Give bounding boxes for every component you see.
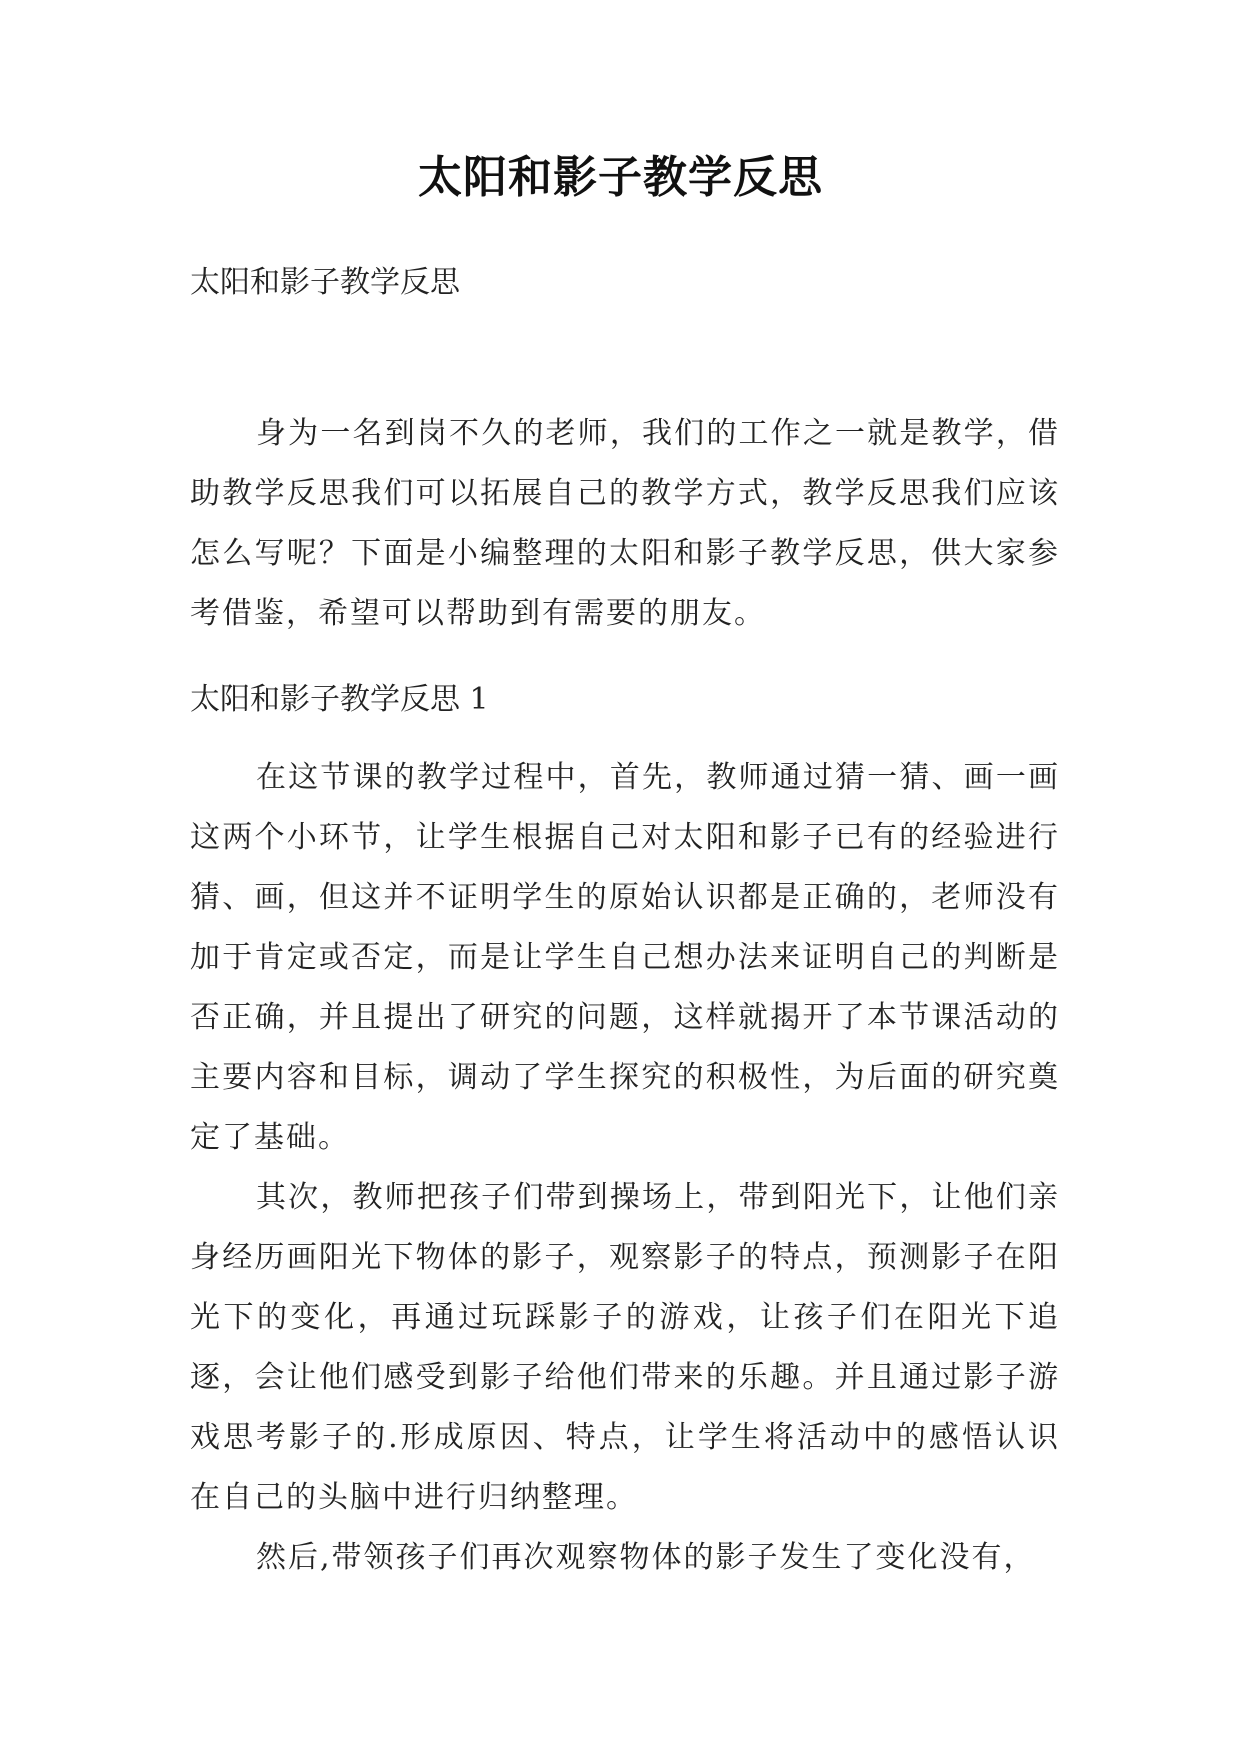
document-title: 太阳和影子教学反思 [418, 152, 823, 203]
section-body [190, 748, 1060, 1588]
intro-block [190, 404, 1060, 644]
intro-paragraph: 身为一名到岗不久的老师，我们的工作之一就是教学，借助教学反思我们可以拓展自己的教学方式，教学反思我们应该怎么写呢？下面是小编整理的太阳和影子教学反思，供大家参考借鉴，希望可以帮助到有需要的朋友。 [190, 416, 1060, 631]
body-paragraph-1: 在这节课的教学过程中，首先，教师通过猜一猜、画一画这两个小环节，让学生根据自己对太阳和影子已有的经验进行猜、画，但这并不证明学生的原始认识都是正确的，老师没有加于肯定或否定，而是让学生自己想办法来证明自己的判断是否正确，并且提出了研究的问题，这样就揭开了本节课活动的主要内容和目标，调动了学生探究的积极性，为后面的研究奠定了基础。 [190, 760, 1060, 1155]
section-heading: 太阳和影子教学反思 1 [190, 682, 489, 717]
body-paragraph-2: 其次，教师把孩子们带到操场上，带到阳光下，让他们亲身经历画阳光下物体的影子，观察影子的特点，预测影子在阳光下的变化，再通过玩踩影子的游戏，让孩子们在阳光下追逐，会让他们感受到影子给他们带来的乐趣。并且通过影子游戏思考影子的.形成原因、特点，让学生将活动中的感悟认识在自己的头脑中进行归纳整理。 [190, 1180, 1060, 1515]
document-subtitle: 太阳和影子教学反思 [190, 265, 460, 300]
body-paragraph-3: 然后,带领孩子们再次观察物体的影子发生了变化没有， [256, 1540, 1036, 1575]
